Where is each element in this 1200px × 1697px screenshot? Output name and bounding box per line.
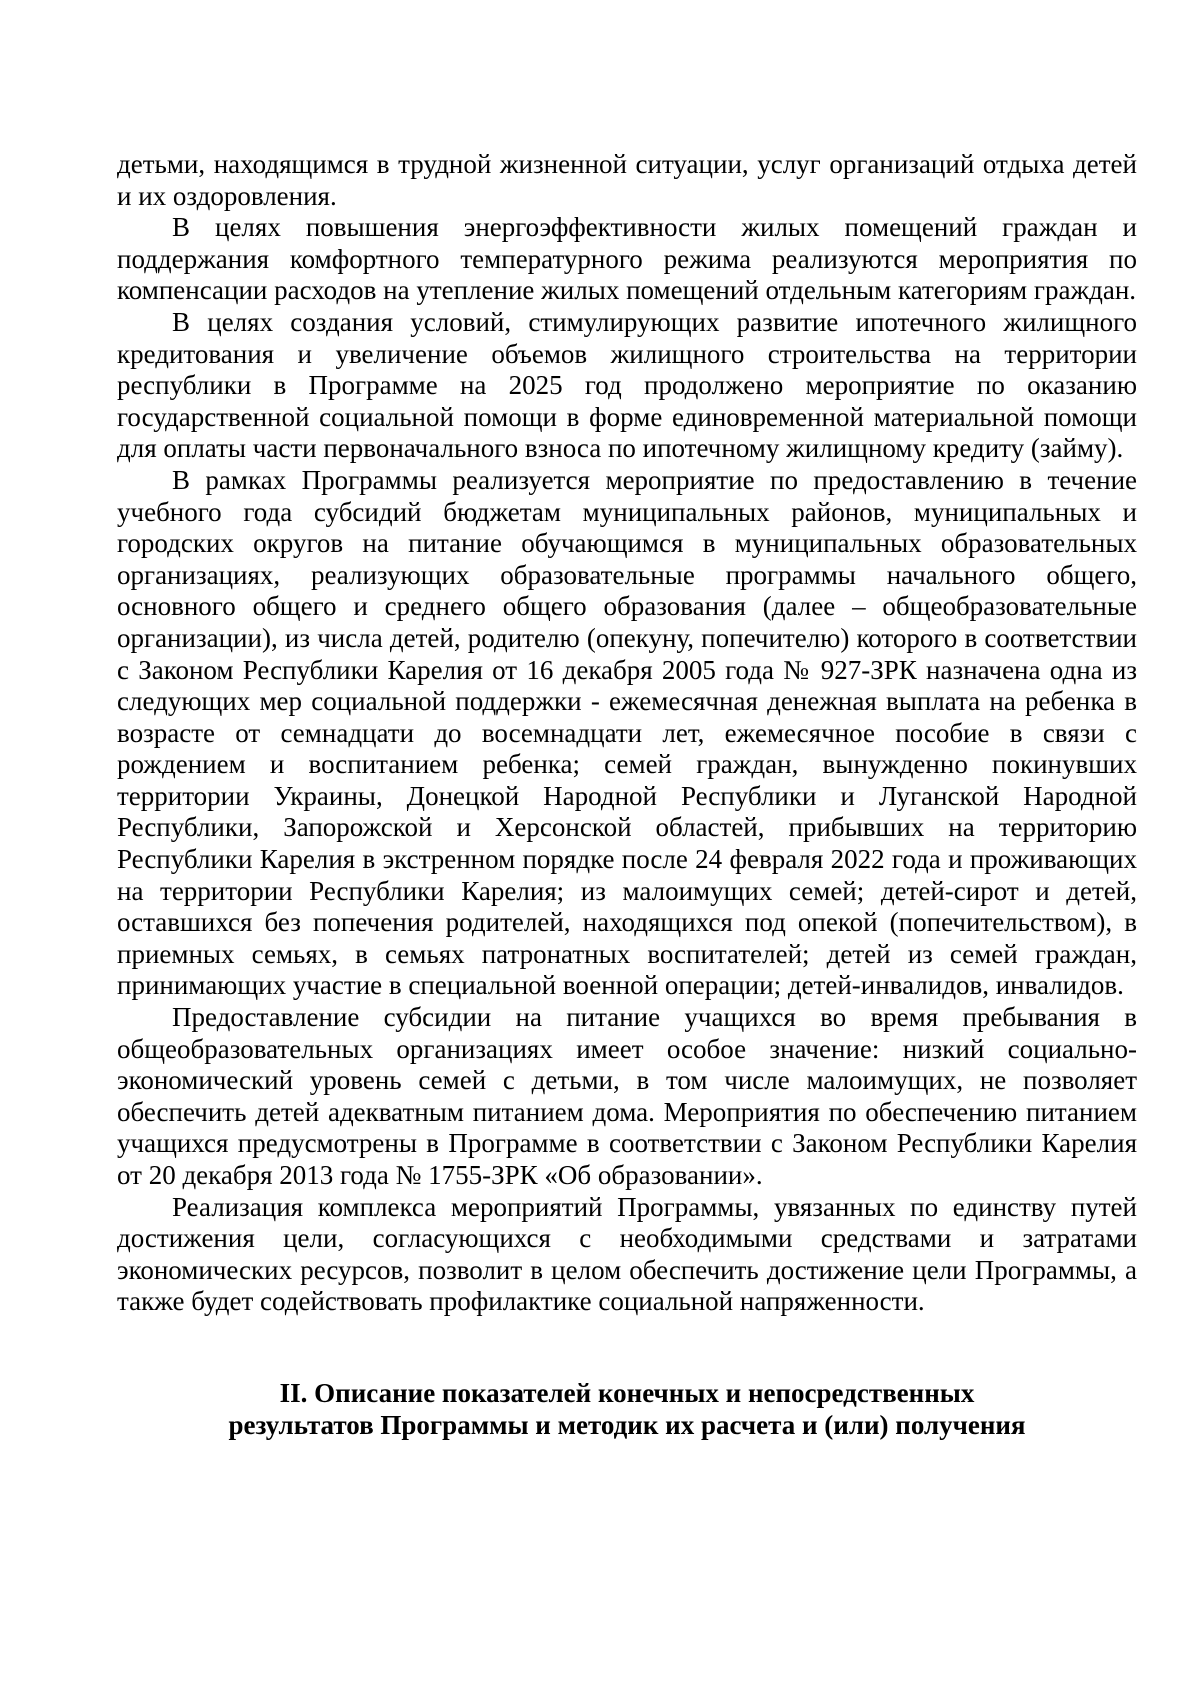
paragraph-mortgage: В целях создания условий, стимулирующих развитие ипотечного жилищного кредитования и увеличение объемов жилищного строительства на территории республики в Программе на 2025 год продолжено мероприятие по оказанию государственной социальной помощи в форме единовременной материальной помощи для оплаты части первоначального взноса по ипотечному жилищному кредиту (займу). <box>117 306 1137 464</box>
section-heading-line-1: II. Описание показателей конечных и непосредственных <box>279 1378 975 1408</box>
paragraph-energy-efficiency: В целях повышения энергоэффективности жилых помещений граждан и поддержания комфортного температурного режима реализуются мероприятия по компенсации расходов на утепление жилых помещений отдельным категориям граждан. <box>117 212 1137 306</box>
section-heading <box>117 1377 1137 1441</box>
paragraph-meal-subsidy: Предоставление субсидии на питание учащихся во время пребывания в общеобразовательных организациях имеет особое значение: низкий социально-экономический уровень семей с детьми, в том числе малоимущих, не позволяет обеспечить детей адекватным питанием дома. Мероприятия по обеспечению питанием учащихся предусмотрены в Программе в соответствии с Законом Республики Карелия от 20 декабря 2013 года № 1755-ЗРК «Об образовании». <box>117 1002 1137 1190</box>
paragraph-continuation: детьми, находящимся в трудной жизненной ситуации, услуг организаций отдыха детей и их оздоровления. <box>117 149 1137 211</box>
paragraph-program-summary: Реализация комплекса мероприятий Программы, увязанных по единству путей достижения цели, согласующихся с необходимыми средствами и затратами экономических ресурсов, позволит в целом обеспечить достижение цели Программы, а также будет содействовать профилактике социальной напряженности. <box>117 1191 1137 1317</box>
section-heading-line-2: результатов Программы и методик их расчета и (или) получения <box>228 1410 1026 1440</box>
body-text <box>117 149 1137 1318</box>
paragraph-school-meals: В рамках Программы реализуется мероприятие по предоставлению в течение учебного года субсидий бюджетам муниципальных районов, муниципальных и городских округов на питание обучающимся в муниципальных образовательных организациях, реализующих образовательные программы начального общего, основного общего и среднего общего образования (далее – общеобразовательные организации), из числа детей, родителю (опекуну, попечителю) которого в соответствии с Законом Республики Карелия от 16 декабря 2005 года № 927-ЗРК назначена одна из следующих мер социальной поддержки - ежемесячная денежная выплата на ребенка в возрасте от семнадцати до восемнадцати лет, ежемесячное пособие в связи с рождением и воспитанием ребенка; семей граждан, вынужденно покинувших территории Украины, Донецкой Народной Республики и Луганской Народной Республики, Запорожской и Херсонской областей, прибывших на территорию Республики Карелия в экстренном порядке после 24 февраля 2022 года и проживающих на территории Республики Карелия; из малоимущих семей; детей-сирот и детей, оставшихся без попечения родителей, находящихся под опекой (попечительством), в приемных семьях, в семьях патронатных воспитателей; детей из семей граждан, принимающих участие в специальной военной операции; детей-инвалидов, инвалидов. <box>117 464 1137 1001</box>
